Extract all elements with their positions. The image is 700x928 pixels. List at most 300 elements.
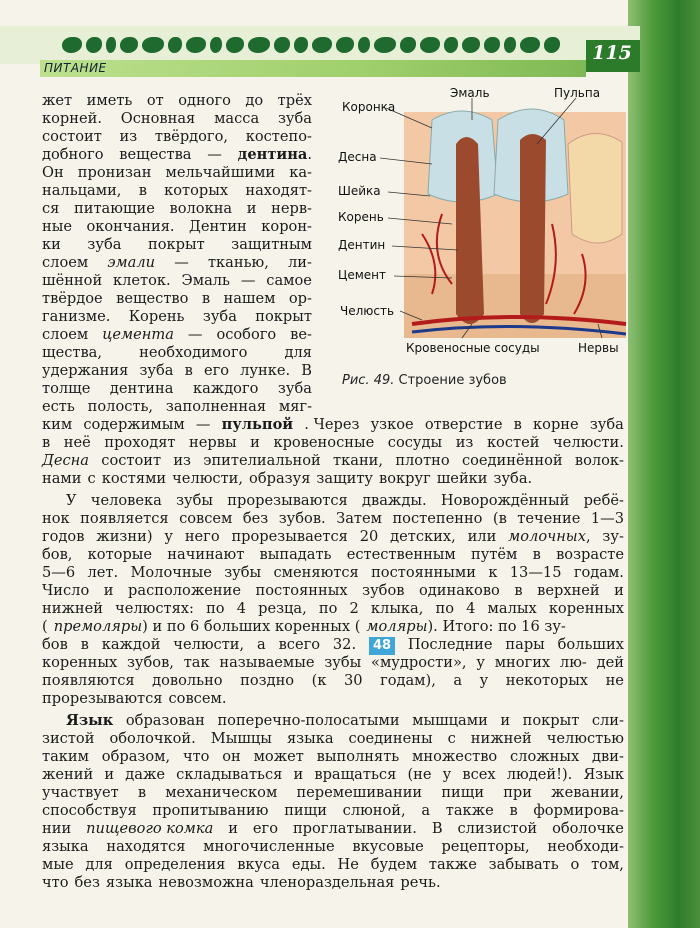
word: . Через	[304, 416, 360, 433]
word: отверстие	[424, 416, 503, 433]
word: —	[187, 326, 203, 343]
word: в	[514, 582, 523, 599]
word: ор-	[288, 290, 312, 307]
text-line	[42, 730, 624, 748]
text-line	[66, 712, 624, 730]
word: выпадать	[259, 546, 332, 563]
word: к	[488, 564, 498, 581]
text-line	[42, 838, 624, 856]
word: Основная	[120, 110, 196, 127]
word: зубов	[362, 582, 405, 599]
word: без	[74, 874, 100, 891]
word: особого	[216, 326, 277, 343]
text-line	[42, 380, 312, 398]
comma: ,	[585, 528, 591, 545]
word: Новорождённый	[440, 492, 570, 509]
animal-icon	[444, 37, 458, 53]
word: мышцами	[412, 712, 488, 729]
text-line	[42, 874, 624, 892]
word: или	[467, 528, 497, 545]
word: эпителиальной	[203, 452, 321, 469]
word: корней.	[42, 110, 102, 127]
word: зуба	[277, 380, 312, 397]
word: коренных	[42, 654, 118, 671]
word: в	[138, 182, 147, 199]
word: лунке.	[240, 362, 291, 379]
word: находятся	[106, 838, 186, 855]
word: нашем	[223, 290, 276, 307]
word: Последние	[407, 636, 493, 653]
label-nerves: Нервы	[578, 341, 619, 355]
word: нок	[42, 510, 70, 527]
word: сменяются	[273, 564, 359, 581]
animal-icon	[210, 37, 222, 53]
word: пищи	[441, 784, 485, 801]
animal-icon	[520, 37, 540, 53]
word: и	[293, 766, 304, 783]
word: 32.	[332, 636, 357, 653]
text-line	[42, 546, 624, 564]
word: 1—3	[590, 510, 624, 527]
text-line	[42, 254, 312, 272]
text-line	[42, 416, 624, 434]
word: коренных	[548, 600, 624, 617]
word: него	[184, 528, 220, 545]
word: всех	[462, 766, 496, 783]
word: жет	[42, 92, 73, 109]
word: пронизан	[77, 164, 152, 181]
word: лю-	[559, 654, 587, 671]
word: каждой	[101, 636, 161, 653]
word: и	[500, 712, 511, 729]
word: челюсти,	[173, 636, 245, 653]
text-line	[42, 290, 312, 308]
word: некоторых	[505, 672, 589, 689]
term-premolars: премоляры	[53, 618, 143, 635]
text-line	[42, 200, 312, 218]
word: до	[245, 92, 264, 109]
word: находят-	[245, 182, 312, 199]
word: содержимым	[83, 416, 185, 433]
word: одного	[178, 92, 231, 109]
word: пары	[505, 636, 545, 653]
word: поздно	[240, 672, 295, 689]
word: поперечно-полосатыми	[217, 712, 400, 729]
term-pulp: пульпой	[221, 416, 294, 433]
word: плотно	[395, 452, 450, 469]
text-part: нии	[42, 820, 72, 837]
word: Дентин	[189, 218, 247, 235]
paren: (	[42, 618, 48, 635]
word: что	[182, 748, 210, 765]
word: по	[206, 600, 225, 617]
animal-icons-strip	[62, 30, 582, 60]
word: зубы	[176, 492, 214, 509]
word: масса	[214, 110, 260, 127]
word: ребё-	[583, 492, 624, 509]
word: рецепторы,	[441, 838, 530, 855]
word: и	[104, 766, 115, 783]
figure-caption	[342, 373, 507, 388]
text-part	[42, 452, 89, 470]
word: в	[184, 362, 193, 379]
word: в	[513, 416, 522, 433]
word: Он	[42, 164, 64, 181]
word: окончания.	[86, 218, 175, 235]
label-cement: Цемент	[338, 268, 386, 282]
label-gum: Десна	[338, 150, 377, 164]
word: оболочке	[552, 820, 624, 837]
word: 4	[236, 600, 246, 617]
word: а	[257, 636, 266, 653]
word: ся	[42, 200, 60, 217]
word: бов	[42, 636, 68, 653]
word: твёрдого,	[154, 128, 229, 145]
term-food-bolus: пищевого комка	[86, 820, 214, 837]
text-part: слоем	[42, 254, 89, 271]
word: в	[42, 434, 51, 451]
word: клыка,	[370, 600, 424, 617]
word: совсем.	[168, 690, 227, 707]
word: Корень	[128, 308, 185, 325]
word: речь.	[400, 874, 441, 891]
word: способствуя	[42, 802, 137, 819]
word: мые	[42, 856, 74, 873]
word: резца,	[258, 600, 307, 617]
word: прорезываются	[227, 492, 348, 509]
term-molars: моляры	[366, 618, 428, 635]
word: зуба	[277, 110, 312, 127]
word: больших	[557, 636, 624, 653]
word: зубов,	[126, 654, 174, 671]
word: годов	[42, 528, 85, 545]
word: бов,	[42, 546, 73, 563]
word: Молочные	[130, 564, 212, 581]
word: у	[476, 654, 485, 671]
right-pulp	[520, 134, 546, 323]
text-line	[42, 748, 624, 766]
word: добного	[42, 146, 104, 163]
text-line	[42, 362, 312, 380]
text-line	[42, 766, 624, 784]
word: будем	[370, 856, 418, 873]
word: Эмаль	[181, 272, 230, 289]
word: постоянных	[255, 582, 348, 599]
word: годам.	[573, 564, 624, 581]
word: нальцами,	[42, 182, 122, 199]
word: всего	[278, 636, 321, 653]
word: из	[455, 434, 474, 451]
word: с	[87, 470, 96, 487]
word: постепенно	[392, 510, 483, 527]
word: зубы	[324, 654, 362, 671]
word: (в	[492, 510, 507, 527]
word: даже	[125, 766, 166, 783]
animal-icon	[62, 37, 82, 53]
text-line	[42, 452, 624, 470]
word: самое	[266, 272, 312, 289]
word: многих	[494, 654, 551, 671]
word: из	[119, 128, 138, 145]
word: которые	[87, 546, 153, 563]
animal-icon	[336, 37, 354, 53]
word: зубов.	[278, 510, 326, 527]
word: челюстях:	[115, 600, 194, 617]
word: из	[173, 452, 192, 469]
word: выполнять	[316, 748, 400, 765]
word: ные	[42, 218, 72, 235]
text-part: дентина.	[237, 146, 312, 163]
word: нижней	[42, 600, 103, 617]
word: нервы	[189, 434, 237, 451]
word: при	[503, 784, 532, 801]
animal-icon	[462, 37, 480, 53]
word: в	[80, 636, 89, 653]
text-line	[42, 146, 312, 164]
word: сли-	[591, 712, 624, 729]
word: забывать	[488, 856, 559, 873]
word: тканью,	[207, 254, 269, 271]
label-pulp: Пульпа	[554, 86, 601, 100]
word: дей	[596, 654, 624, 671]
text-line	[42, 128, 312, 146]
word: челюстью	[546, 730, 624, 747]
word: жевании,	[551, 784, 624, 801]
word: с	[447, 730, 456, 747]
word: покрыт	[148, 236, 205, 253]
term-gum: Десна	[42, 452, 89, 469]
word: пищи	[284, 802, 327, 819]
word: защитным	[231, 236, 312, 253]
text-line	[42, 672, 624, 690]
word: корне	[533, 416, 579, 433]
term-tongue: Язык	[66, 712, 114, 729]
word: по	[318, 600, 338, 617]
word: языка	[105, 874, 153, 891]
term-dentin: дентина	[237, 146, 308, 163]
word: складываться	[176, 766, 283, 783]
word: человека	[90, 492, 162, 509]
word: слюной,	[342, 802, 406, 819]
text-part: ). Итого: по 16 зу-	[427, 618, 566, 635]
word: необходи-	[547, 838, 624, 855]
word: языка	[286, 730, 334, 747]
word: для	[85, 856, 113, 873]
word: также	[445, 802, 494, 819]
text-line	[42, 326, 312, 344]
word: у	[442, 766, 452, 783]
animal-icon	[168, 37, 182, 53]
caption-text: Строение зубов	[398, 373, 507, 388]
text-line	[42, 110, 312, 128]
text-part: зу-	[602, 528, 624, 545]
word: волок-	[574, 452, 624, 469]
word: В	[301, 362, 312, 379]
word: —	[240, 272, 256, 289]
word: У	[66, 492, 77, 509]
word: костями	[101, 470, 167, 487]
word: течение	[517, 510, 581, 527]
text-line	[42, 856, 624, 874]
text-line	[42, 164, 312, 182]
label-crown: Коронка	[342, 100, 396, 114]
text-line	[42, 528, 624, 546]
word: лет.	[87, 564, 119, 581]
text-line	[42, 784, 624, 802]
word: он	[222, 748, 241, 765]
word: костепо-	[245, 128, 312, 145]
text-line	[42, 820, 624, 838]
animal-icon	[374, 37, 396, 53]
word: в	[509, 802, 518, 819]
word: еды.	[291, 856, 326, 873]
text-line	[42, 308, 312, 326]
text-part: ) и по 6 больших коренных (	[142, 618, 361, 635]
label-enamel: Эмаль	[450, 86, 490, 100]
reference-badge[interactable]: 48	[369, 637, 395, 655]
word: ли-	[288, 254, 312, 271]
word: образуя	[249, 470, 311, 487]
word: естественным	[346, 546, 456, 563]
text-line	[42, 182, 312, 200]
word: —	[195, 416, 211, 433]
word: полость,	[87, 398, 154, 415]
word: кровеносные	[273, 434, 375, 451]
page-green-edge	[628, 0, 700, 928]
text-line	[42, 272, 312, 290]
word: от	[146, 92, 164, 109]
text-part	[222, 416, 293, 434]
animal-icon	[106, 37, 116, 53]
third-tooth	[568, 133, 622, 243]
word: 2	[349, 600, 359, 617]
word: жений	[42, 766, 94, 783]
word: дви-	[592, 748, 624, 765]
word: и	[246, 200, 257, 217]
word: —	[207, 146, 222, 163]
label-dentin: Дентин	[338, 238, 386, 252]
text-line	[42, 398, 312, 416]
word: у	[164, 528, 173, 545]
word: которых	[164, 182, 229, 199]
text-line	[42, 636, 624, 655]
word: так	[183, 654, 210, 671]
word: невозможна	[158, 874, 254, 891]
word: образован	[125, 712, 205, 729]
word: нерв-	[271, 200, 312, 217]
text-part	[42, 618, 572, 636]
word: жизни)	[96, 528, 153, 545]
word: одинаково	[419, 582, 500, 599]
word: и	[614, 582, 624, 599]
animal-icon	[420, 37, 440, 53]
word: постоянными	[371, 564, 476, 581]
word: шённой	[42, 272, 103, 289]
word: также	[428, 856, 477, 873]
word: таким	[42, 748, 89, 765]
word: оболочкой.	[109, 730, 196, 747]
animal-icon	[358, 37, 370, 53]
word: появляются	[42, 672, 135, 689]
word: корон-	[261, 218, 312, 235]
text-line	[42, 618, 624, 636]
word: пропитыванию	[152, 802, 269, 819]
text-line	[66, 492, 624, 510]
word: а	[421, 802, 431, 819]
word: вкуса	[237, 856, 281, 873]
text-part: слоем	[42, 326, 89, 343]
word: «мудрости»,	[371, 654, 467, 671]
word: 20	[359, 528, 379, 545]
word: не	[605, 672, 624, 689]
word: том,	[591, 856, 624, 873]
word: для	[284, 344, 312, 361]
word: проходят	[104, 434, 176, 451]
word: вращаться	[314, 766, 397, 783]
word: ки	[42, 236, 61, 253]
word: ганизме.	[42, 308, 111, 325]
word: трёх	[277, 92, 312, 109]
word: малых	[487, 600, 537, 617]
word: вкусовые	[352, 838, 424, 855]
section-title: ПИТАНИЕ	[44, 61, 107, 75]
animal-icon	[400, 37, 416, 53]
word: челюсти,	[172, 470, 244, 487]
word: прорезывается	[231, 528, 348, 545]
word: необходимого	[139, 344, 248, 361]
animal-icon	[86, 37, 102, 53]
word: сложных	[510, 748, 580, 765]
word: зуба	[139, 362, 174, 379]
text-line	[42, 510, 624, 528]
word: челюсти.	[553, 434, 624, 451]
word: формирова-	[533, 802, 624, 819]
animal-icon	[120, 37, 138, 53]
word: ка-	[289, 164, 312, 181]
word: вещество	[116, 290, 189, 307]
text-line	[42, 236, 312, 254]
word: мяг-	[278, 398, 312, 415]
word: начинают	[167, 546, 245, 563]
word: о	[570, 856, 580, 873]
word: состоит	[42, 128, 102, 145]
word: слизистой	[457, 820, 538, 837]
page-number: 115	[592, 42, 632, 64]
animal-icon	[226, 37, 244, 53]
word: ве-	[290, 326, 312, 343]
word: Не	[337, 856, 359, 873]
word: дентина	[109, 380, 174, 397]
term-milk-teeth: молочных	[508, 528, 586, 545]
word: нами	[42, 470, 82, 487]
animal-icon	[504, 37, 516, 53]
word: зистой	[42, 730, 95, 747]
word: у	[479, 672, 489, 689]
word: его	[252, 820, 278, 837]
word: без	[242, 510, 269, 527]
text-line	[42, 470, 624, 488]
word: называемые	[219, 654, 315, 671]
word: зуба	[589, 416, 624, 433]
word: членораздельная	[259, 874, 395, 891]
animal-icon	[248, 37, 270, 53]
section-bar	[40, 60, 586, 77]
word: защиту	[316, 470, 374, 487]
text-line	[42, 92, 312, 110]
word: расположение	[128, 582, 241, 599]
word: покрыт	[255, 308, 312, 325]
word: иметь	[86, 92, 133, 109]
